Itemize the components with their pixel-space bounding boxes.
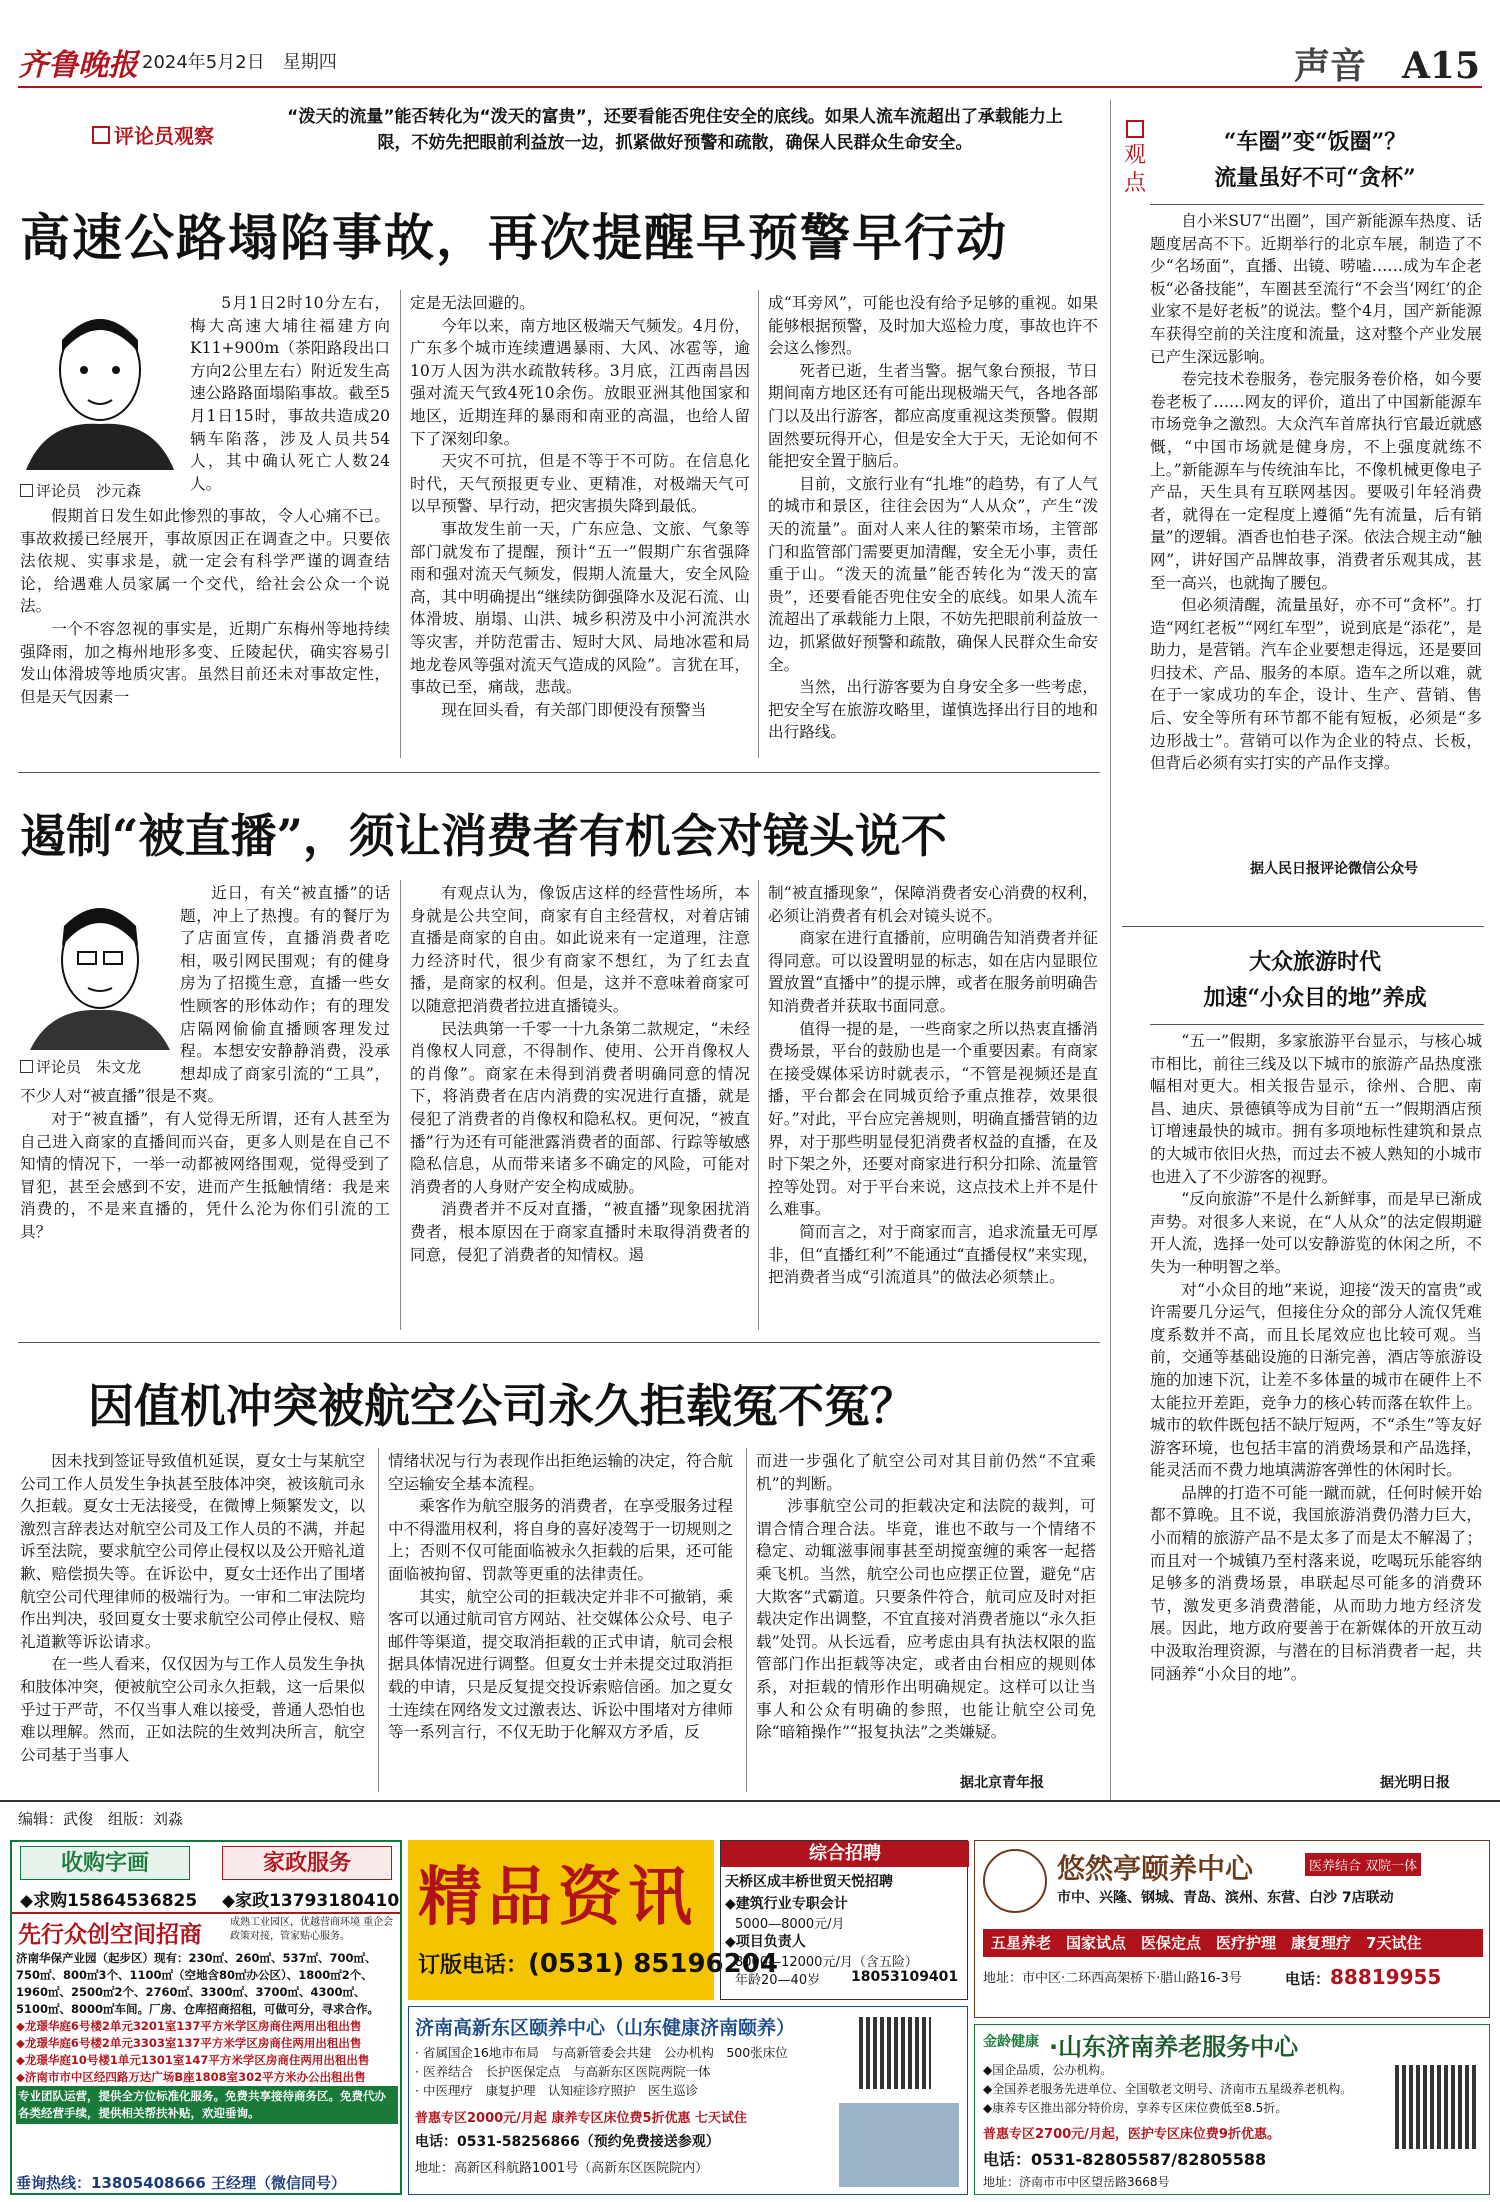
paragraph: 自小米SU7“出圈”，国产新能源车热度、话题度居高不下。近期举行的北京车展，制造了不少“名场面”，直播、出镜、唠嗑……成为车企老板“必备技能”，车圈甚至流行“不会当‘网红’的企业家不是好老板”的说法。整个4月，国产新能源车获得空前的关注度和流量，这对整个产业发展已产生深远影响。 (1150, 212, 1482, 366)
ad-care-line: · 中医理疗 康复护理 认知症诊疗照护 医生巡诊 (415, 2083, 698, 2098)
ad-yr-addr: 地址：市中区·二环西高架桥下·腊山路16-3号 (983, 1971, 1242, 1986)
article3-source: 据北京青年报 (960, 1775, 1044, 1791)
ad-care-line: · 医养结合 长护医保定点 与高新东区医院两院一体 (415, 2064, 711, 2079)
ad-care-line: · 省属国企16地市布局 与高新管委会共建 公办机构 500张床位 (415, 2045, 788, 2060)
ad-care-tel: 电话：0531-58256866（预约免费接送参观） (415, 2134, 720, 2150)
lead-deck: “泼天的流量”能否转化为“泼天的富贵”，还要看能否兜住安全的底线。如果人流车流超出了承载能力上限，不妨先把眼前利益放一边，抓紧做好预警和疏散，确保人民群众生命安全。 (287, 107, 1063, 153)
ad-care-addr: 地址：高新区科航路1001号（高新东区医院院内） (415, 2161, 709, 2176)
paragraph: 成“耳旁风”，可能也没有给予足够的重视。如果能够根据预警，及时加大巡检力度，事故也许不会这么惨烈。 (768, 294, 1098, 358)
column-divider (746, 1448, 747, 1792)
ad-phone-number: (0531) 85196204 (528, 1949, 778, 1979)
paragraph: 其实，航空公司的拒载决定并非不可撤销，乘客可以通过航司官方网站、社交媒体公众号、电子邮件等渠道，提交取消拒载的正式申请，航司会根据具体情况进行调整。但夏女士并未提交过取消拒载的申请，只是反复提交投诉索赔信函。加之夏女士连续在网络发文过激表达、诉讼中围堵对方律师等一系列言行，不仅无助于化解双方矛盾，反 (388, 1587, 733, 1742)
column-tag: 评论员观察 (92, 120, 214, 149)
ad-je-name: ·山东济南养老服务中心 (1049, 2033, 1299, 2061)
paragraph: 今年以来，南方地区极端天气频发。4月份，广东多个城市连续遭遇暴雨、大风、冰雹等，逾10万人因为洪水疏散转移。3月底，江西南昌因强对流天气致4死10余伤。放眼亚洲其他国家和地区，近期连拜的暴雨和南亚的高温，也给人留下了深刻印象。 (410, 316, 750, 448)
ad-row: 5100㎡、8000㎡车间。厂房、仓库招商招租，可做可分，寻求合作。 (16, 2002, 380, 2016)
ad-section (0, 1830, 1500, 2202)
ad-phone-label: 订版电话： (418, 1953, 529, 1978)
title-rule (1150, 1024, 1484, 1025)
paragraph: 而进一步强化了航空公司对其目前仍然“不宜乘机”的判断。 (756, 1452, 1096, 1493)
column-divider (758, 290, 759, 758)
column-divider (378, 1448, 379, 1792)
section-divider (18, 1342, 1100, 1343)
masthead: 齐鲁晚报 (18, 48, 138, 83)
article1-col2 (410, 292, 750, 758)
paragraph: 情绪状况与行为表现作出拒绝运输的决定，符合航空运输安全基本流程。 (388, 1452, 733, 1493)
paragraph: 简而言之，对于商家而言，追求流量无可厚非，但“直播红利”不能通过“直播侵权”来实现，把消费者当成“引流道具”的做法必须禁止。 (768, 1222, 1098, 1287)
top-rule (18, 86, 1482, 88)
paragraph: 商家在进行直播前，应明确告知消费者并征得同意。可以设置明显的标志，如在店内显眼位置放置“直播中”的提示牌，或者在服务前明确告知消费者并获取书面同意。 (768, 929, 1098, 1015)
sidebar1-title-line2: 流量虽好不可“贪杯” (1214, 165, 1416, 191)
ad-premium-title: 精品资讯 (418, 1860, 698, 1935)
ad-row: ◆龙璟华庭6号楼2单元3201室137平方米学区房商住两用出租出售 (16, 2019, 362, 2033)
ad-recruit-age: 年龄20—40岁 (735, 1973, 821, 1988)
paragraph: 卷完技术卷服务，卷完服务卷价格，如今要卷老板了……网友的评价，道出了中国新能源车市场竞争之激烈。大众汽车首席执行官最近就感慨，“中国市场就是健身房，不上强度就练不上。”新能源车与传统油车比，不像机械更像电子产品，天生具有互联网基因。要吸引年轻消费者，就得在一定程度上遵循“先有流量，后有销量”的逻辑。酒香也怕巷子深。依法合规主动“触网”，讲好国产品牌故事，消费者乐观其成，甚至一高兴，也就掏了腰包。 (1150, 370, 1482, 592)
article3-col3 (756, 1450, 1096, 1768)
article1-col1 (20, 505, 390, 757)
ad-recruitment (720, 1840, 968, 2000)
viewpoint-tag (1122, 120, 1148, 198)
ad-recruit-job1: ◆建筑行业专职会计 (725, 1896, 848, 1912)
ad-yr-badge: 医养结合 双院一体 (1305, 1853, 1421, 1876)
article3-col1 (20, 1450, 365, 1790)
editor-credit: 编辑：武俊 组版：刘淼 (18, 1810, 184, 1828)
paragraph: 近日，有关“被直播”的话题，冲上了热搜。有的餐厅为了店面宣传，直播消费者吃相，吸引网民围观；有的健身房为了招揽生意，直播一些女性顾客的形体动作；有的理发店隔网偷偷直播顾客理发过程。本想安安静静消费，没承想却成了商家引流的“工具”，不少人对“被直播”很是不爽。 (20, 884, 390, 1106)
article1-byline: 评论员 沙元森 (20, 480, 141, 501)
ad-row: 750㎡、800㎡3个、1100㎡（空地含80㎡办公区）、1800㎡2个、 (16, 1968, 373, 1982)
ad-recruit-header: 综合招聘 (721, 1841, 969, 1867)
ad-recruit-job2: ◆项目负责人 (725, 1934, 806, 1950)
paragraph: 对“小众目的地”来说，迎接“泼天的富贵”或许需要几分运气，但接住分众的部分人流仅凭难度系数并不高，而且长尾效应也比较可观。当前，交通等基础设施的日渐完善，酒店等旅游设施的加速下沉，让差不多体量的城市在硬件上不太能拉开差距，竞争力的核心转而落在软件上。城市的软件既包括不缺厅短两，不“杀生”等友好游客环境，也包括丰富的消费场景和产品选择，能灵活而不费力地填满游客弹性的休闲时长。 (1150, 1280, 1482, 1480)
paragraph: 一个不容忽视的事实是，近期广东梅州等地持续强降雨，加之梅州地形多变、丘陵起伏，确实容易引发山体滑坡等地质灾害。虽然目前还未对事故定性，但是天气因素一 (20, 619, 390, 706)
section-label (1294, 38, 1480, 89)
ad-recruit-salary1: 5000—8000元/月 (735, 1917, 845, 1932)
sidebar-divider (1110, 100, 1111, 1800)
column-divider (400, 880, 401, 1330)
sidebar1-title-line1: “车圈”变“饭圈”？ (1223, 129, 1407, 155)
ad-yr-tel-label: 电话： (1285, 1970, 1331, 1988)
paragraph: 有观点认为，像饭店这样的经营性场所，本身就是公共空间，商家有自主经营权，对着店铺直播是商家的自由。如此说来有一定道理，注意力经济时代，很少有商家不想红，为了红去直播，是商家的权利。但是，这并不意味着商家可以随意把消费者拉进直播镜头。 (410, 884, 750, 1015)
article2-col3 (768, 882, 1098, 1330)
ad-recruit-salary2: 8000—12000元/月（含五险） (735, 1955, 918, 1970)
sidebar2-title (1150, 944, 1480, 1016)
ad-row: ◆济南市市中区经四路万达广场B座1808室302平方米办公出租出售 (16, 2070, 366, 2084)
column-divider (400, 290, 401, 758)
ad-yr-cities: 市中、兴隆、钢城、青岛、滨州、东营、白沙 7店联动 (1057, 1890, 1394, 1906)
paragraph: 目前，文旅行业有“扎堆”的趋势，有了人气的城市和景区，往往会因为“人从众”，产生“泼天的流量”。面对人来人往的繁荣市场，主管部门和监管部门需要更加清醒，安全无小事，责任重于山。“泼天的流量”能否转化为“泼天的富贵”，还要看能否兜住安全的底线。如果人流车流超出了承载能力上限，不妨先把眼前利益放一边，抓紧做好预警和疏散，确保人民群众生命安全。 (768, 474, 1098, 674)
ad-je-line: ◆国企品质，公办机构。 (983, 2063, 1113, 2077)
sidebar1-source: 据人民日报评论微信公众号 (1250, 861, 1418, 877)
qr-code-icon (1395, 2065, 1479, 2149)
ad-heading-housekeeping: 家政服务 (222, 1846, 392, 1880)
paragraph: 事故发生前一天，广东应急、文旅、气象等部门就发布了提醒，预计“五一”假期广东省强降雨和强对流天气频发，假期人流量大，安全风险高，其中明确提出“继续防御强降水及泥石流、山体滑坡、崩塌、山洪、城乡积涝及中小河流洪水等灾害，并防范雷击、短时大风、局地冰雹和局地龙卷风等强对流天气造成的风险”。言犹在耳，事故已至，痛哉，悲哉。 (410, 519, 750, 697)
footer-rule (0, 1800, 1500, 1802)
tag-box-icon (1126, 120, 1144, 138)
article3-col2 (388, 1450, 733, 1790)
ad-gaoxin-care (408, 2006, 968, 2195)
paragraph: 对于“被直播”，有人觉得无所谓，还有人甚至为自己进入商家的直播间而兴奋，更多人则是在自己不知情的情况下，一举一动都被网络围观，觉得受到了冒犯，甚至会感到不安，进而产生抵触情绪：我是来消费的，不是来直播的，凭什么沦为你们引流的工具？ (20, 1109, 390, 1241)
ad-banner (12, 1912, 400, 1946)
article1-col3 (768, 292, 1098, 758)
section-divider (1122, 926, 1484, 927)
portrait-float (20, 882, 180, 1078)
paragraph: 消费者并不反对直播，“被直播”现象困扰消费者，根本原因在于商家直播时未取得消费者的同意，侵犯了消费者的知情权。遏 (410, 1200, 750, 1264)
ad-row: ◆龙璟华庭10号楼1单元1301室147平方米学区房商住两用出租出售 (16, 2053, 370, 2067)
paragraph: 值得一提的是，一些商家之所以热衷直播消费场景，平台的鼓励也是一个重要因素。有商家在接受媒体采访时就表示，“不管是视频还是直播，平台都会在同城页给予重点推荐，效果很好。”对此，平台应完善规则，明确直播营销的边界，对于那些明显侵犯消费者权益的直播，在及时下架之外，还要对商家进行积分扣除、流量管控等处罚。对于平台来说，这点技术上并不是什么难事。 (768, 1019, 1098, 1219)
weekday: 星期四 (282, 52, 337, 73)
article1-headline: 高速公路塌陷事故，再次提醒早预警早行动 (20, 208, 1008, 267)
author-portrait-sha (26, 300, 174, 470)
paragraph: “五一”假期，多家旅游平台显示，与核心城市相比，前往三线及以下城市的旅游产品热度涨幅相对更大。相关报告显示，徐州、合肥、南昌、迪庆、景德镇等成为目前“五一”假期酒店预订增速最快的城市。拥有多项地标性建筑和景点的大城市依旧火热，而过去不被人熟知的小城市也进入了不少游客的视野。 (1150, 1032, 1482, 1186)
ad-je-addr: 地址：济南市市中区望岳路3668号 (983, 2175, 1170, 2189)
ad-jinan-elderly (974, 2024, 1490, 2195)
ad-yr-name: 悠然亭颐养中心 (1057, 1852, 1254, 1885)
paragraph: 当然，出行游客要为自身安全多一些考虑，把安全写在旅游攻略里，谨慎选择出行目的地和出行路线。 (768, 678, 1098, 742)
ad-je-line: ◆康养专区推出部分特价房，享养专区床位费低至8.5折。 (983, 2101, 1288, 2115)
ad-classifieds (10, 1840, 402, 2195)
ad-je-tel: 电话：0531-82805587/82805588 (983, 2150, 1267, 2169)
ad-phone-2: ◆家政13793180410 (222, 1891, 400, 1911)
ad-recruit-tel: 18053109401 (851, 1969, 959, 1985)
paragraph: 乘客作为航空服务的消费者，在享受服务过程中不得滥用权利，将自身的喜好凌驾于一切规则之上；否则不仅可能面临被永久拒载的后果，还可能面临被拘留、罚款等更重的法律责任。 (388, 1497, 733, 1583)
paragraph: “反向旅游”不是什么新鲜事，而是早已渐成声势。对很多人来说，在“人从众”的法定假期避开人流，选择一处可以安静游览的休闲之所，不失为一种明智之举。 (1150, 1190, 1482, 1276)
ad-care-price: 普惠专区2000元/月起 康养专区床位费5折优惠 七天试住 (415, 2111, 748, 2126)
sidebar2-title-line1: 大众旅游时代 (1248, 949, 1381, 975)
article2-headline: 遏制“被直播”，须让消费者有机会对镜头说不 (20, 809, 947, 863)
paragraph: 民法典第一千零一十九条第二款规定，“未经肖像权人同意，不得制作、使用、公开肖像权人的肖像”。商家在未得到消费者明确同意的情况下，将消费者在店内消费的实况进行直播，就是侵犯了消费者的肖像权和隐私权。更何况，“被直播”行为还有可能泄露消费者的面部、行踪等敏感隐私信息，从而带来诸多不确定的风险，可能对消费者的人身财产安全构成威胁。 (410, 1019, 750, 1196)
ad-hotline: 垂询热线：13805408666 王经理（微信同号） (16, 2174, 347, 2192)
ad-youranting (974, 1840, 1490, 2018)
article2-byline: 评论员 朱文龙 (20, 1056, 141, 1077)
ad-heading-calligraphy: 收购字画 (20, 1846, 190, 1880)
viewpoint-label: 观点 (1123, 143, 1146, 196)
sidebar2-body (1150, 1030, 1482, 1770)
ad-recruit-company: 天桥区成丰桥世贸天悦招聘 (725, 1874, 893, 1890)
ad-rows (16, 1950, 398, 2124)
article3-headline: 因值机冲突被航空公司永久拒载冤不冤？ (88, 1379, 916, 1433)
paragraph: 现在回头看，有关部门即便没有预警当 (441, 700, 707, 719)
ad-phone-1: ◆求购15864536825 (20, 1891, 198, 1911)
sidebar2-source: 据光明日报 (1380, 1775, 1450, 1791)
page-number: A15 (1401, 45, 1480, 87)
ad-row: 1960㎡、2500㎡2个、2760㎡、3300㎡、3700㎡、4300㎡、 (16, 1985, 366, 1999)
sidebar1-body (1150, 210, 1482, 852)
date-line (142, 48, 337, 74)
paragraph: 假期首日发生如此惨烈的事故，令人心痛不已。事故救援已经展开，事故原因正在调查之中。只要依法依规、实事求是，就一定会有科学严谨的调查结论，给遇难人员家属一个交代，给社会公众一个说法。 (20, 507, 390, 616)
section-name: 声音 (1293, 45, 1366, 87)
paragraph: 但必须清醒，流量虽好，亦不可“贪杯”。打造“网红老板”“网红车型”，说到底是“添花”，是助力，是营销。汽车企业要想走得远，还是要回归技术、产品、服务的本原。造车之所以难，就在于一家成功的车企，设计、生产、营销、售后、安全等所有环节都不能有短板，必须是“多边形战士”。营销可以作为企业的特点、长板，但背后必须有实打实的产品作支撑。 (1150, 596, 1482, 773)
ad-je-line: ◆全国养老服务先进单位、全国敬老文明号、济南市五星级养老机构。 (983, 2082, 1353, 2096)
article2-col1 (20, 882, 390, 1330)
article1-col1-top (190, 292, 390, 502)
ad-care-name: 济南高新东区颐养中心（山东健康济南颐养） (415, 2017, 796, 2039)
paragraph: 天灾不可抗，但是不等于不可防。在信息化时代，天气预报更专业、更精准，对极端天气可以早预警、早行动，把灾害损失降到最低。 (410, 452, 750, 516)
sidebar2-title-line2: 加速“小众目的地”养成 (1203, 985, 1427, 1011)
title-rule (1150, 204, 1484, 205)
pavilion-logo-icon (983, 1849, 1047, 1913)
ad-je-lines (983, 2061, 1383, 2118)
qr-code-icon (859, 2017, 931, 2089)
ad-je-brand: 金龄健康 (983, 2034, 1039, 2050)
ad-row: 专业团队运营，提供全方位标准化服务。免费共享接待商务区。免费代办各类经营手续，提供相关帮扶补贴，欢迎垂询。 (16, 2086, 398, 2124)
column-divider (758, 880, 759, 1330)
section-divider (18, 772, 1100, 773)
paragraph: 5月1日2时10分左右，梅大高速大埔往福建方向K11+900m（茶阳路段出口方向2公里左右）附近发生高速公路路面塌陷事故。截至5月1日15时，事故共造成20辆车陷落，涉及人员共54人，其中确认死亡人数24人。 (190, 294, 390, 493)
ad-row: ◆龙璟华庭6号楼2单元3303室137平方米学区房商住两用出租出售 (16, 2036, 362, 2050)
ad-yr-tel-number: 88819955 (1330, 1965, 1442, 1989)
sidebar1-title (1150, 124, 1480, 196)
ad-banner-title: 先行众创空间招商 (18, 1922, 202, 1948)
article2-col2 (410, 882, 750, 1330)
paragraph: 死者已逝，生者当警。据气象台预报，节日期间南方地区还有可能出现极端天气，各地各部门以及出行游客，都应高度重视这类预警。假期固然要玩得开心，但是安全大于天，无论如何不能把安全置于脑后。 (768, 361, 1098, 471)
paragraph: 因未找到签证导致值机延误，夏女士与某航空公司工作人员发生争执甚至肢体冲突，被该航司永久拒载。夏女士无法接受，在微博上频繁发文，以激烈言辞表达对航空公司及工作人员的不满，并起诉至法院，要求航空公司停止侵权以及公开赔礼道歉、赔偿损失等。在诉讼中，夏女士还作出了围堵航空公司代理律师的极端行为。一审和二审法院均作出判决，驳回夏女士要求航空公司停止侵权、赔礼道歉等诉讼请求。 (20, 1452, 365, 1651)
ad-je-price: 普惠专区2700元/月起，医护专区床位费9折优惠。 (983, 2127, 1280, 2142)
ad-yr-bar: 五星养老 国家试点 医保定点 医疗护理 康复理疗 7天试住 (983, 1929, 1483, 1957)
building-photo (839, 2103, 959, 2187)
ad-yr-tel (1285, 1965, 1441, 1989)
paragraph: 品牌的打造不可能一蹴而就，任何时候开始都不算晚。且不说，我国旅游消费仍潜力巨大，小而精的旅游产品不是太多了而是太不解渴了；而且对一个城镇乃至村落来说，吃喝玩乐能容纳足够多的消费场景，串联起尽可能多的消费环节，激发更多消费潜能，从而助力地方经济发展。因此，地方政府要善于在新媒体的开放互动中汲取治理资源，与潜在的目标消费者一起，共同涵养“小众目的地”。 (1150, 1483, 1482, 1683)
paragraph: 涉事航空公司的拒载决定和法院的裁判，可谓合情合理合法。毕竟，谁也不敢与一个情绪不稳定、动辄滋事闹事甚至胡搅蛮缠的乘客一起搭乘飞机。当然，航空公司也应摆正位置，避免“店大欺客”式霸道。只要条件符合，航司应及时对拒载决定作出调整，不宜直接对消费者施以“永久拒载”处罚。从长远看，应考虑由具有执法权限的监管部门作出拒载等决定，或者由台相应的规则体系，对拒载的情形作出明确规定。这样可以让当事人和公众有明确的参照，也能让航空公司免除“暗箱操作”“报复执法”之类嫌疑。 (756, 1497, 1096, 1742)
paragraph: 定是无法回避的。 (410, 294, 535, 312)
issue-date: 2024年5月2日 (142, 52, 265, 73)
paragraph: 在一些人看来，仅仅因为与工作人员发生争执和肢体冲突，便被航空公司永久拒载，这一后果似乎过于严苛，不仅当事人难以接受，普通人恐怕也难以理解。然而，正如法院的生效判决所言，航空公司基于当事人 (20, 1655, 365, 1764)
ad-care-lines (415, 2043, 788, 2100)
ad-row: 济南华保产业园（起步区）现有：230㎡、260㎡、537㎡、700㎡、 (16, 1951, 377, 1965)
ad-banner-sub: 成熟工业园区，优越营商环境 重企会政策对接，管家贴心服务。 (230, 1917, 394, 1942)
paragraph: 制“被直播现象”，保障消费者安心消费的权利，必须让消费者有机会对镜头说不。 (768, 884, 1098, 925)
